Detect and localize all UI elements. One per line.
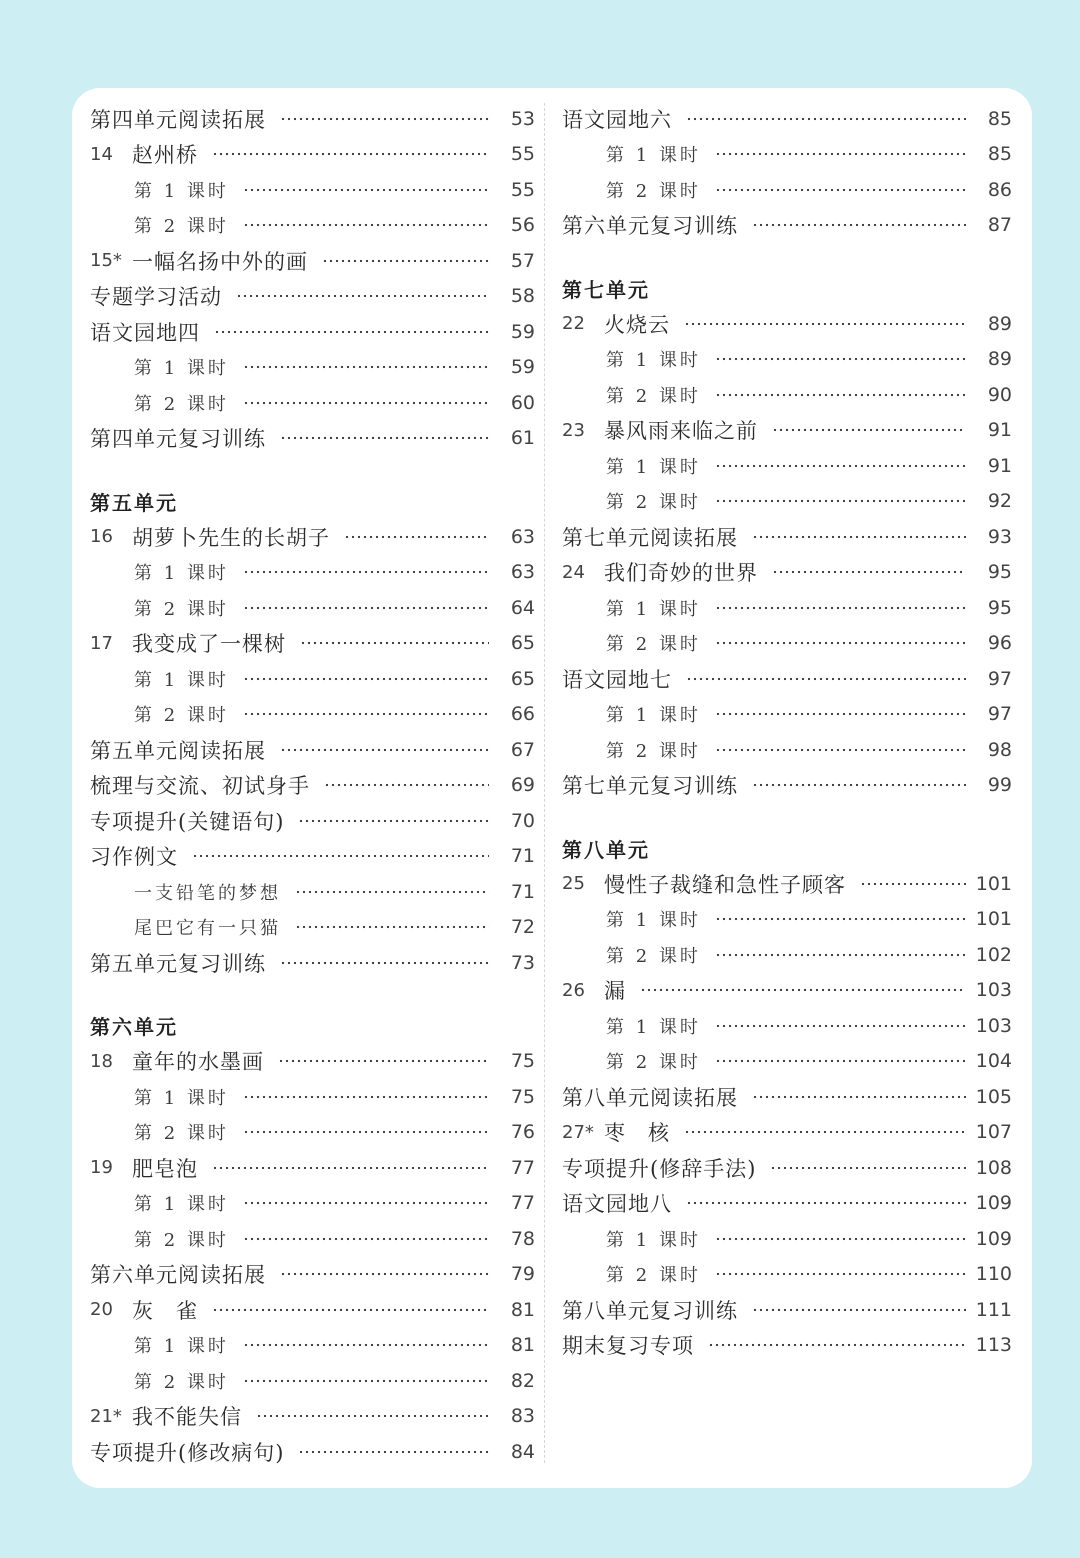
dot-leader	[708, 1343, 966, 1347]
toc-entry[interactable]	[562, 413, 1012, 449]
entry-title: 专题学习活动	[90, 285, 222, 310]
toc-subentry[interactable]	[90, 874, 535, 910]
entry-title: 一幅名扬中外的画	[132, 249, 308, 274]
toc-subentry[interactable]	[562, 377, 1012, 413]
toc-subentry[interactable]	[90, 350, 535, 386]
entry-title: 第七单元阅读拓展	[562, 525, 738, 550]
entry-title: 第 2 课时	[134, 216, 229, 238]
toc-entry[interactable]	[562, 973, 1012, 1009]
dot-leader	[280, 961, 489, 965]
toc-entry[interactable]	[562, 1115, 1012, 1151]
entry-title: 第 1 课时	[134, 563, 229, 585]
toc-entry[interactable]	[90, 137, 535, 173]
entry-title: 习作例文	[90, 845, 178, 870]
dot-leader	[280, 117, 489, 121]
lesson-number: 25	[562, 873, 585, 895]
entry-title: 第 1 课时	[134, 1336, 229, 1358]
dot-leader	[715, 953, 966, 957]
entry-title: 火烧云	[604, 312, 670, 337]
dot-leader	[278, 1059, 489, 1063]
section-spacer	[90, 981, 535, 1008]
toc-entry[interactable]	[90, 314, 535, 350]
entry-title: 第 2 课时	[134, 1371, 229, 1393]
entry-title: 语文园地四	[90, 320, 200, 345]
section-spacer	[562, 803, 1012, 830]
lesson-number: 18	[90, 1050, 113, 1072]
dot-leader	[300, 641, 489, 645]
toc-subentry[interactable]	[90, 1221, 535, 1257]
entry-title: 第 1 课时	[606, 1229, 701, 1251]
page-number: 58	[510, 285, 535, 308]
dot-leader	[715, 1024, 966, 1028]
dot-leader	[715, 748, 966, 752]
dot-leader	[686, 1201, 966, 1205]
dot-leader	[752, 223, 966, 227]
toc-column-right	[562, 101, 1012, 1363]
toc-entry[interactable]	[562, 1150, 1012, 1186]
dot-leader	[752, 783, 966, 787]
dot-leader	[715, 152, 966, 156]
dot-leader	[298, 1450, 489, 1454]
toc-subentry[interactable]	[90, 208, 535, 244]
dot-leader	[715, 606, 966, 610]
page-number: 97	[987, 667, 1012, 690]
toc-entry[interactable]	[90, 1150, 535, 1186]
page-number: 71	[510, 845, 535, 868]
entry-title: 暴风雨来临之前	[604, 419, 758, 444]
page-number: 87	[987, 214, 1012, 237]
page-number: 79	[510, 1263, 535, 1286]
dot-leader	[715, 712, 966, 716]
toc-subentry[interactable]	[562, 137, 1012, 173]
page-number: 72	[510, 916, 535, 939]
toc-subentry[interactable]	[90, 172, 535, 208]
entry-title: 第四单元复习训练	[90, 427, 266, 452]
page-number: 81	[510, 1334, 535, 1357]
toc-entry[interactable]	[562, 101, 1012, 137]
dot-leader	[324, 783, 489, 787]
page-number: 55	[510, 178, 535, 201]
dot-leader	[715, 1272, 966, 1276]
page-number: 103	[975, 979, 1012, 1002]
toc-subentry[interactable]	[562, 484, 1012, 520]
entry-title: 第 2 课时	[606, 945, 701, 967]
toc-subentry[interactable]	[90, 697, 535, 733]
page-number: 69	[510, 774, 535, 797]
toc-subentry[interactable]	[90, 590, 535, 626]
entry-title: 漏	[604, 979, 626, 1004]
entry-title: 第 1 课时	[606, 456, 701, 478]
dot-leader	[212, 1166, 489, 1170]
entry-title: 赵州桥	[132, 143, 198, 168]
toc-entry[interactable]	[90, 1044, 535, 1080]
toc-entry[interactable]	[562, 1328, 1012, 1364]
unit-heading: 第八单元	[562, 837, 650, 862]
toc-entry[interactable]	[90, 768, 535, 804]
entry-title: 第 1 课时	[134, 180, 229, 202]
entry-title: 第 2 课时	[134, 1123, 229, 1145]
entry-title: 语文园地七	[562, 667, 672, 692]
lesson-number: 17	[90, 632, 113, 654]
entry-title: 期末复习专项	[562, 1334, 694, 1359]
entry-title: 第 1 课时	[606, 910, 701, 932]
dot-leader	[243, 401, 489, 405]
entry-title: 第 1 课时	[606, 145, 701, 167]
page-number: 91	[987, 454, 1012, 477]
entry-title: 第四单元阅读拓展	[90, 107, 266, 132]
lesson-number: 21*	[90, 1405, 122, 1427]
page-number: 60	[510, 391, 535, 414]
entry-title: 第五单元复习训练	[90, 951, 266, 976]
toc-subentry[interactable]	[562, 697, 1012, 733]
unit-heading: 第七单元	[562, 277, 650, 302]
page-number: 55	[510, 143, 535, 166]
dot-leader	[772, 428, 966, 432]
dot-leader	[684, 322, 966, 326]
dot-leader	[192, 854, 489, 858]
dot-leader	[752, 1308, 966, 1312]
page-number: 107	[975, 1121, 1012, 1144]
section-spacer	[562, 243, 1012, 270]
section-spacer	[90, 456, 535, 483]
entry-title: 童年的水墨画	[132, 1050, 264, 1075]
dot-leader	[752, 535, 966, 539]
entry-title: 慢性子裁缝和急性子顾客	[604, 872, 846, 897]
entry-title: 第 1 课时	[606, 598, 701, 620]
entry-title: 第八单元阅读拓展	[562, 1085, 738, 1110]
entry-title: 胡萝卜先生的长胡子	[132, 525, 330, 550]
dot-leader	[772, 570, 966, 574]
page-number: 81	[510, 1298, 535, 1321]
entry-title: 灰 雀	[132, 1298, 198, 1323]
entry-title: 专项提升(修改病句)	[90, 1440, 285, 1465]
lesson-number: 24	[562, 561, 585, 583]
entry-title: 第 2 课时	[606, 634, 701, 656]
entry-title: 专项提升(修辞手法)	[562, 1156, 757, 1181]
dot-leader	[715, 357, 966, 361]
page-number: 83	[510, 1405, 535, 1428]
dot-leader	[243, 677, 489, 681]
toc-subentry[interactable]	[562, 342, 1012, 378]
toc-entry[interactable]	[90, 1257, 535, 1293]
toc-subentry[interactable]	[90, 1328, 535, 1364]
lesson-number: 23	[562, 419, 585, 441]
page-number: 95	[987, 596, 1012, 619]
toc-subentry[interactable]	[562, 902, 1012, 938]
entry-title: 第 2 课时	[134, 393, 229, 415]
entry-title: 第 1 课时	[134, 1194, 229, 1216]
entry-title: 我们奇妙的世界	[604, 561, 758, 586]
page-number: 84	[510, 1440, 535, 1463]
dot-leader	[344, 535, 489, 539]
toc-entry[interactable]	[562, 866, 1012, 902]
dot-leader	[243, 1201, 489, 1205]
entry-title: 第五单元阅读拓展	[90, 738, 266, 763]
lesson-number: 26	[562, 979, 585, 1001]
page-number: 89	[987, 348, 1012, 371]
entry-title: 第 1 课时	[606, 705, 701, 727]
entry-title: 第 1 课时	[134, 669, 229, 691]
toc-entry[interactable]	[90, 1399, 535, 1435]
entry-title: 第 2 课时	[606, 740, 701, 762]
toc-subentry[interactable]	[90, 555, 535, 591]
toc-entry[interactable]	[90, 519, 535, 555]
entry-title: 第六单元复习训练	[562, 214, 738, 239]
dot-leader	[715, 917, 966, 921]
toc-subentry[interactable]	[562, 448, 1012, 484]
page-number: 110	[975, 1263, 1012, 1286]
dot-leader	[243, 188, 489, 192]
toc-entry[interactable]	[562, 208, 1012, 244]
page-number: 76	[510, 1121, 535, 1144]
entry-title: 枣 核	[604, 1121, 670, 1146]
page-number: 89	[987, 312, 1012, 335]
page-number: 104	[975, 1050, 1012, 1073]
dot-leader	[212, 152, 489, 156]
entry-title: 尾巴它有一只猫	[134, 918, 281, 940]
page-number: 67	[510, 738, 535, 761]
page-number: 109	[975, 1227, 1012, 1250]
dot-leader	[280, 1272, 489, 1276]
page-number: 61	[510, 427, 535, 450]
page-number: 70	[510, 809, 535, 832]
dot-leader	[715, 393, 966, 397]
toc-subentry[interactable]	[562, 732, 1012, 768]
toc-entry[interactable]	[90, 1292, 535, 1328]
unit-heading: 第五单元	[90, 490, 178, 515]
page-number: 59	[510, 320, 535, 343]
entry-title: 第 2 课时	[606, 1052, 701, 1074]
dot-leader	[686, 117, 966, 121]
page-number: 63	[510, 525, 535, 548]
page-number: 95	[987, 561, 1012, 584]
toc-entry[interactable]	[562, 1079, 1012, 1115]
entry-title: 专项提升(关键语句)	[90, 809, 285, 834]
page-number: 97	[987, 703, 1012, 726]
toc-entry[interactable]	[90, 839, 535, 875]
page-number: 66	[510, 703, 535, 726]
dot-leader	[715, 188, 966, 192]
page-number: 77	[510, 1156, 535, 1179]
dot-leader	[243, 606, 489, 610]
entry-title: 第 1 课时	[134, 1087, 229, 1109]
page-number: 53	[510, 107, 535, 130]
dot-leader	[280, 748, 489, 752]
page-number: 96	[987, 632, 1012, 655]
entry-title: 语文园地八	[562, 1192, 672, 1217]
toc-entry[interactable]	[562, 1292, 1012, 1328]
page-number: 101	[975, 872, 1012, 895]
dot-leader	[236, 294, 489, 298]
toc-column-left	[90, 101, 535, 1470]
page-number: 109	[975, 1192, 1012, 1215]
entry-title: 第 2 课时	[606, 180, 701, 202]
page-number: 102	[975, 943, 1012, 966]
entry-title: 我不能失信	[132, 1405, 242, 1430]
dot-leader	[770, 1166, 966, 1170]
entry-title: 第 1 课时	[134, 358, 229, 380]
dot-leader	[298, 819, 489, 823]
entry-title: 第 1 课时	[606, 1016, 701, 1038]
dot-leader	[212, 1308, 489, 1312]
toc-subentry[interactable]	[90, 1363, 535, 1399]
lesson-number: 19	[90, 1157, 113, 1179]
toc-subentry[interactable]	[562, 590, 1012, 626]
page-number: 92	[987, 490, 1012, 513]
dot-leader	[243, 1130, 489, 1134]
page-number: 91	[987, 419, 1012, 442]
dot-leader	[243, 570, 489, 574]
dot-leader	[243, 1379, 489, 1383]
toc-entry[interactable]	[562, 661, 1012, 697]
page-number: 108	[975, 1156, 1012, 1179]
page-number: 101	[975, 908, 1012, 931]
toc-subentry[interactable]	[90, 661, 535, 697]
toc-entry[interactable]	[90, 803, 535, 839]
page-number: 98	[987, 738, 1012, 761]
page-number: 64	[510, 596, 535, 619]
page-number: 78	[510, 1227, 535, 1250]
dot-leader	[243, 1095, 489, 1099]
toc-entry[interactable]	[562, 768, 1012, 804]
entry-title: 第六单元阅读拓展	[90, 1263, 266, 1288]
toc-subentry[interactable]	[562, 937, 1012, 973]
page-number: 85	[987, 143, 1012, 166]
toc-subentry[interactable]	[562, 1257, 1012, 1293]
toc-entry[interactable]	[90, 101, 535, 137]
column-divider	[544, 103, 545, 1463]
page-number: 57	[510, 249, 535, 272]
dot-leader	[715, 464, 966, 468]
toc-subentry[interactable]	[90, 1186, 535, 1222]
dot-leader	[752, 1095, 966, 1099]
toc-entry[interactable]	[90, 421, 535, 457]
entry-title: 我变成了一棵树	[132, 632, 286, 657]
toc-entry[interactable]	[562, 555, 1012, 591]
dot-leader	[243, 223, 489, 227]
lesson-number: 27*	[562, 1121, 594, 1143]
page-number: 65	[510, 667, 535, 690]
toc-entry[interactable]	[562, 519, 1012, 555]
dot-leader	[243, 1343, 489, 1347]
page-number: 75	[510, 1085, 535, 1108]
toc-subentry[interactable]	[90, 1115, 535, 1151]
page-number: 103	[975, 1014, 1012, 1037]
page-number: 90	[987, 383, 1012, 406]
lesson-number: 20	[90, 1299, 113, 1321]
lesson-number: 14	[90, 143, 113, 165]
dot-leader	[256, 1414, 489, 1418]
toc-subentry[interactable]	[90, 910, 535, 946]
lesson-number: 16	[90, 526, 113, 548]
lesson-number: 15*	[90, 250, 122, 272]
page-number: 105	[975, 1085, 1012, 1108]
toc-subentry[interactable]	[562, 1008, 1012, 1044]
dot-leader	[322, 259, 489, 263]
dot-leader	[686, 677, 966, 681]
dot-leader	[280, 436, 489, 440]
entry-title: 一支铅笔的梦想	[134, 882, 281, 904]
page-number: 71	[510, 880, 535, 903]
entry-title: 第 2 课时	[134, 1229, 229, 1251]
dot-leader	[295, 890, 489, 894]
toc-entry[interactable]	[90, 243, 535, 279]
toc-subentry[interactable]	[562, 1044, 1012, 1080]
page-number: 65	[510, 632, 535, 655]
page-number: 82	[510, 1369, 535, 1392]
entry-title: 梳理与交流、初试身手	[90, 774, 310, 799]
unit-heading: 第六单元	[90, 1015, 178, 1039]
toc-entry[interactable]	[90, 945, 535, 981]
page-number: 93	[987, 525, 1012, 548]
page-number: 77	[510, 1192, 535, 1215]
page-number: 63	[510, 561, 535, 584]
dot-leader	[715, 1059, 966, 1063]
page-number: 59	[510, 356, 535, 379]
toc-entry[interactable]	[90, 626, 535, 662]
toc-entry[interactable]	[562, 1186, 1012, 1222]
dot-leader	[640, 988, 966, 992]
dot-leader	[860, 882, 966, 886]
entry-title: 第 2 课时	[606, 1265, 701, 1287]
page-number: 99	[987, 774, 1012, 797]
dot-leader	[684, 1130, 966, 1134]
dot-leader	[715, 641, 966, 645]
entry-title: 第 2 课时	[134, 705, 229, 727]
page-number: 85	[987, 107, 1012, 130]
dot-leader	[715, 1237, 966, 1241]
dot-leader	[243, 1237, 489, 1241]
entry-title: 第八单元复习训练	[562, 1298, 738, 1323]
entry-title: 语文园地六	[562, 107, 672, 132]
dot-leader	[243, 712, 489, 716]
toc-subentry[interactable]	[90, 385, 535, 421]
page-number: 113	[975, 1334, 1012, 1357]
dot-leader	[243, 365, 489, 369]
toc-entry[interactable]	[90, 732, 535, 768]
dot-leader	[214, 330, 489, 334]
entry-title: 第 1 课时	[606, 350, 701, 372]
entry-title: 第 2 课时	[606, 385, 701, 407]
page-number: 111	[975, 1298, 1012, 1321]
toc-entry[interactable]	[90, 1434, 535, 1470]
toc-subentry[interactable]	[562, 626, 1012, 662]
page-number: 73	[510, 951, 535, 974]
entry-title: 第 2 课时	[134, 598, 229, 620]
toc-subentry[interactable]	[562, 172, 1012, 208]
entry-title: 第七单元复习训练	[562, 774, 738, 799]
page-number: 75	[510, 1050, 535, 1073]
toc-entry[interactable]	[90, 279, 535, 315]
dot-leader	[715, 499, 966, 503]
lesson-number: 22	[562, 313, 585, 335]
toc-subentry[interactable]	[562, 1221, 1012, 1257]
page-number: 86	[987, 178, 1012, 201]
page-number: 56	[510, 214, 535, 237]
toc-entry[interactable]	[562, 306, 1012, 342]
entry-title: 第 2 课时	[606, 492, 701, 514]
entry-title: 肥皂泡	[132, 1156, 198, 1181]
dot-leader	[295, 925, 489, 929]
toc-subentry[interactable]	[90, 1079, 535, 1115]
